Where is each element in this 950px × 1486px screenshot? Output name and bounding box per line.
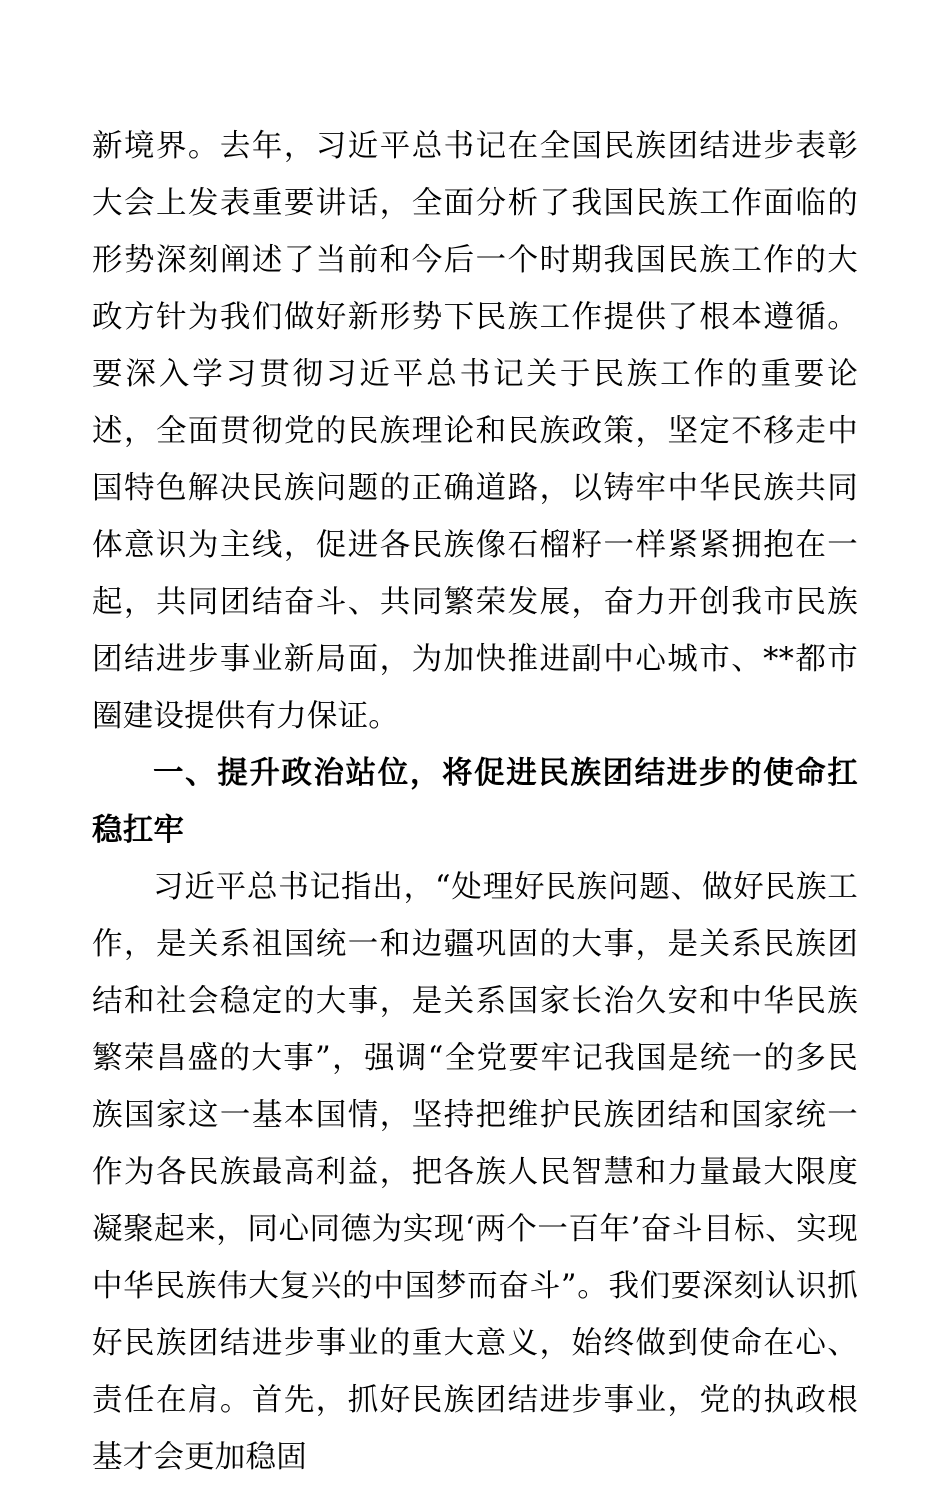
paragraph-opening: 新境界。去年，习近平总书记在全国民族团结进步表彰大会上发表重要讲话，全面分析了我国民族工作面临的形势深刻阐述了当前和今后一个时期我国民族工作的大政方针为我们做好新形势下民族工作提供了根本遵循。要深入学习贯彻习近平总书记关于民族工作的重要论述，全面贯彻党的民族理论和民族政策，坚定不移走中国特色解决民族问题的正确道路，以铸牢中华民族共同体意识为主线，促进各民族像石榴籽一样紧紧拥抱在一起，共同团结奋斗、共同繁荣发展，奋力开创我市民族团结进步事业新局面，为加快推进副中心城市、**都市圈建设提供有力保证。: [92, 129, 858, 734]
paragraph-section-one-body: 习近平总书记指出，“处理好民族问题、做好民族工作，是关系祖国统一和边疆巩固的大事，是关系民族团结和社会稳定的大事，是关系国家长治久安和中华民族繁荣昌盛的大事”，强调“全党要牢记我国是统一的多民族国家这一基本国情，坚持把维护民族团结和国家统一作为各民族最高利益，把各族人民智慧和力量最大限度凝聚起来，同心同德为实现‘两个一百年’奋斗目标、实现中华民族伟大复兴的中国梦而奋斗”。我们要深刻认识抓好民族团结进步事业的重大意义，始终做到使命在心、责任在肩。首先，抓好民族团结进步事业，党的执政根基才会更加稳固: [92, 870, 858, 1475]
section-heading-one: 一、提升政治站位，将促进民族团结进步的使命扛稳扛牢: [92, 755, 858, 848]
document-body: [92, 118, 858, 1486]
